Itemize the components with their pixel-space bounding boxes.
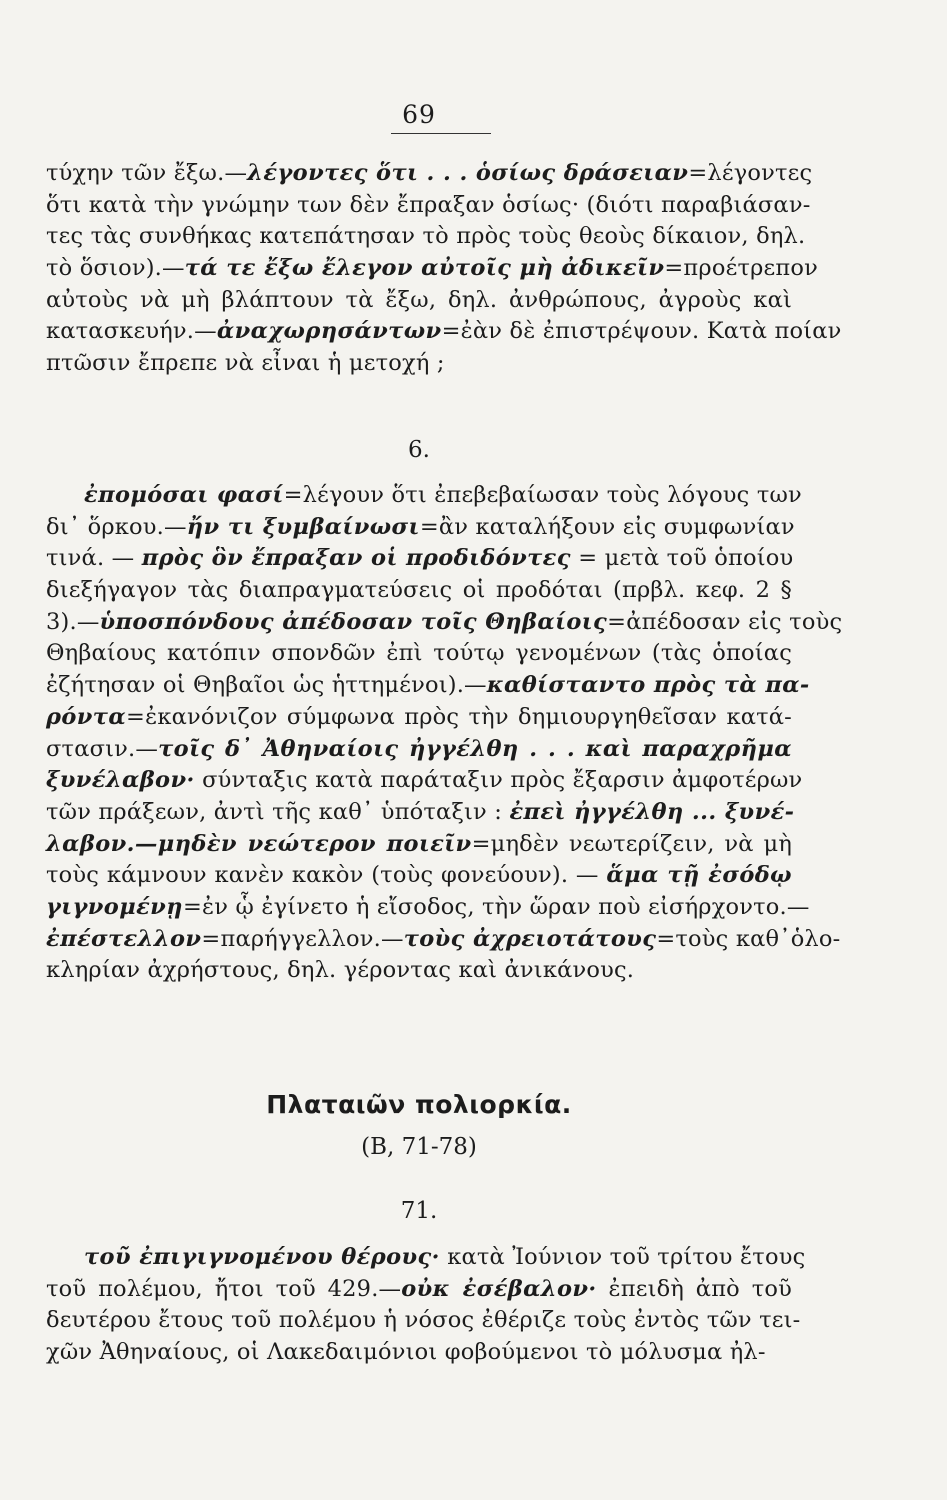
lemma-text: τοῦ ἐπιγιγνομένου θέρους· bbox=[84, 1244, 440, 1270]
gloss-text: =ἐν ᾧ ἐγίνετο ἡ εἴσοδος, τὴν ὥραν ποὺ εἰσήρχοντο.— bbox=[182, 893, 810, 920]
text-line bbox=[46, 1337, 792, 1369]
text-line bbox=[46, 734, 792, 766]
gloss-text: τοὺς κάμνουν κανὲν κακὸν (τοὺς φονεύουν). — bbox=[46, 862, 607, 889]
lemma-text: ἀναχωρησάντων bbox=[216, 318, 442, 345]
section-number-71: 71. bbox=[400, 1198, 438, 1224]
section-title: Πλαταιῶν πολιορκία. bbox=[266, 1090, 572, 1119]
text-line bbox=[46, 190, 811, 222]
text-line bbox=[46, 1274, 792, 1306]
lemma-text: πρὸς ὃν ἔπραξαν οἱ προδιδόντες bbox=[141, 545, 571, 572]
gloss-text: κατὰ Ἰούνιον τοῦ τρίτου ἔτους bbox=[439, 1244, 806, 1270]
lemma-text: ἅμα τῇ ἐσόδῳ bbox=[606, 862, 792, 889]
text-line bbox=[46, 221, 806, 253]
lemma-text: ὑποσπόνδους ἀπέδοσαν τοῖς Θηβαίοις bbox=[99, 608, 608, 635]
gloss-text: =λέγοντες bbox=[688, 160, 813, 186]
gloss-text: =ἀπέδοσαν εἰς τοὺς bbox=[607, 608, 843, 635]
text-line bbox=[46, 892, 810, 924]
text-line bbox=[46, 316, 842, 348]
gloss-text: =ἂν καταλήξουν εἰς συμφωνίαν bbox=[419, 513, 795, 540]
section-reference: (Β, 71-78) bbox=[361, 1134, 477, 1160]
lemma-text: ἐπεὶ ἠγγέλθη ... ξυνέ- bbox=[509, 798, 795, 825]
lemma-text: ἐπέστελλον bbox=[46, 925, 202, 952]
gloss-text: =ἐὰν δὲ ἐπιστρέψουν. Κατὰ ποίαν bbox=[441, 318, 842, 345]
lemma-text: ρόντα bbox=[46, 703, 127, 730]
text-line bbox=[46, 765, 803, 797]
lemma-text: γιγνομένῃ bbox=[46, 893, 183, 920]
text-line bbox=[46, 638, 792, 670]
commentary-paragraph-3 bbox=[46, 1242, 806, 1369]
gloss-text: τες τὰς συνθήκας κατεπάτησαν τὸ πρὸς τοὺς θεοὺς δίκαιον, δηλ. bbox=[46, 223, 806, 250]
text-line bbox=[46, 860, 792, 892]
lemma-text: τά τε ἔξω ἔλεγον αὐτοῖς μὴ ἀδικεῖν bbox=[184, 255, 665, 282]
gloss-text: ἐζήτησαν οἱ Θηβαῖοι ὡς ἡττημένοι).— bbox=[46, 672, 487, 699]
text-line bbox=[46, 607, 843, 639]
gloss-text: = μετὰ τοῦ ὁποίου bbox=[570, 545, 794, 572]
gloss-text: ἐπειδὴ ἀπὸ τοῦ bbox=[596, 1275, 792, 1302]
gloss-text: δευτέρου ἔτους τοῦ πολέμου ἡ νόσος ἐθέριζε τοὺς ἐντὸς τῶν τει- bbox=[46, 1307, 801, 1334]
lemma-text: λέγοντες ὅτι . . . ὁσίως δράσειαν bbox=[247, 160, 689, 186]
gloss-text: ὅτι κατὰ τὴν γνώμην των δὲν ἔπραξαν ὁσίως· (διότι παραβιάσαν- bbox=[46, 191, 811, 218]
gloss-text: σύνταξις κατὰ παράταξιν πρὸς ἔξαρσιν ἀμφοτέρων bbox=[194, 767, 803, 794]
gloss-text: δι᾽ ὅρκου.— bbox=[46, 513, 187, 540]
lemma-text: τοῖς δ᾽ Ἀθηναίοις ἠγγέλθη . . . καὶ παραχρῆμα bbox=[158, 735, 792, 762]
text-line bbox=[46, 348, 792, 380]
gloss-text: =μηδὲν νεωτερίζειν, νὰ μὴ bbox=[471, 830, 792, 857]
lemma-text: τοὺς ἀχρειοτάτους bbox=[403, 925, 657, 952]
lemma-text: λαβον.— bbox=[46, 830, 158, 857]
gloss-text: τινά. — bbox=[46, 545, 142, 572]
text-line bbox=[46, 797, 795, 829]
gloss-text: αὐτοὺς νὰ μὴ βλάπτουν τὰ ἔξω, δηλ. ἀνθρώπους, ἀγροὺς καὶ bbox=[46, 286, 792, 313]
text-line bbox=[46, 1242, 806, 1274]
text-line bbox=[46, 575, 792, 607]
gloss-text: πτῶσιν ἔπρεπε νὰ εἶναι ἡ μετοχή ; bbox=[46, 350, 445, 377]
text-line bbox=[46, 955, 792, 987]
commentary-paragraph-2 bbox=[46, 480, 843, 987]
commentary-paragraph-1 bbox=[46, 158, 842, 380]
gloss-text: τύχην τῶν ἔξω.— bbox=[46, 160, 248, 186]
gloss-text: τὸ ὅσιον).— bbox=[46, 255, 185, 282]
text-line bbox=[46, 924, 841, 956]
gloss-text: τοῦ πολέμου, ἤτοι τοῦ 429.— bbox=[46, 1275, 402, 1302]
text-line bbox=[46, 670, 810, 702]
text-line bbox=[46, 285, 792, 317]
page-number: 69 bbox=[402, 100, 436, 129]
gloss-text: 3).— bbox=[46, 608, 100, 635]
text-line bbox=[46, 702, 792, 734]
gloss-text: τῶν πράξεων, ἀντὶ τῆς καθ᾽ ὑπόταξιν : bbox=[46, 798, 510, 825]
lemma-text: οὐκ ἐσέβαλον· bbox=[401, 1275, 597, 1302]
gloss-text: =προέτρεπον bbox=[664, 255, 818, 282]
gloss-text: =παρήγγελλον.— bbox=[201, 925, 404, 952]
text-line bbox=[46, 543, 792, 575]
gloss-text: =ἐκανόνιζον σύμφωνα πρὸς τὴν δημιουργηθεῖσαν κατά- bbox=[126, 703, 792, 730]
lemma-text: ξυνέλαβον· bbox=[46, 767, 195, 794]
text-line bbox=[46, 829, 792, 861]
text-line bbox=[46, 1305, 801, 1337]
lemma-text: ἤν τι ξυμβαίνωσι bbox=[186, 513, 420, 540]
lemma-text: ἐπομόσαι φασί bbox=[84, 482, 284, 508]
section-number-6: 6. bbox=[408, 437, 430, 463]
gloss-text: χῶν Ἀθηναίους, οἱ Λακεδαιμόνιοι φοβούμενοι τὸ μόλυσμα ἠλ- bbox=[46, 1339, 766, 1366]
book-page bbox=[46, 0, 843, 1500]
text-line bbox=[46, 512, 795, 544]
text-line bbox=[46, 480, 802, 512]
lemma-text: καθίσταντο πρὸς τὰ πα- bbox=[486, 672, 810, 699]
gloss-text: κληρίαν ἀχρήστους, δηλ. γέροντας καὶ ἀνικάνους. bbox=[46, 957, 635, 984]
page-number-underline bbox=[391, 133, 491, 134]
text-line bbox=[46, 253, 818, 285]
gloss-text: στασιν.— bbox=[46, 735, 159, 762]
gloss-text: κατασκευήν.— bbox=[46, 318, 217, 345]
gloss-text: διεξήγαγον τὰς διαπραγματεύσεις οἱ προδόται (πρβλ. κεφ. 2 § bbox=[46, 577, 792, 604]
gloss-text: Θηβαίους κατόπιν σπονδῶν ἐπὶ τούτῳ γενομένων (τὰς ὁποίας bbox=[46, 640, 792, 667]
gloss-text: =τοὺς καθ᾽ὁλο- bbox=[656, 925, 841, 952]
gloss-text: =λέγουν ὅτι ἐπεβεβαίωσαν τοὺς λόγους των bbox=[283, 482, 802, 508]
text-line bbox=[46, 158, 813, 190]
lemma-text: μηδὲν νεώτερον ποιεῖν bbox=[157, 830, 472, 857]
